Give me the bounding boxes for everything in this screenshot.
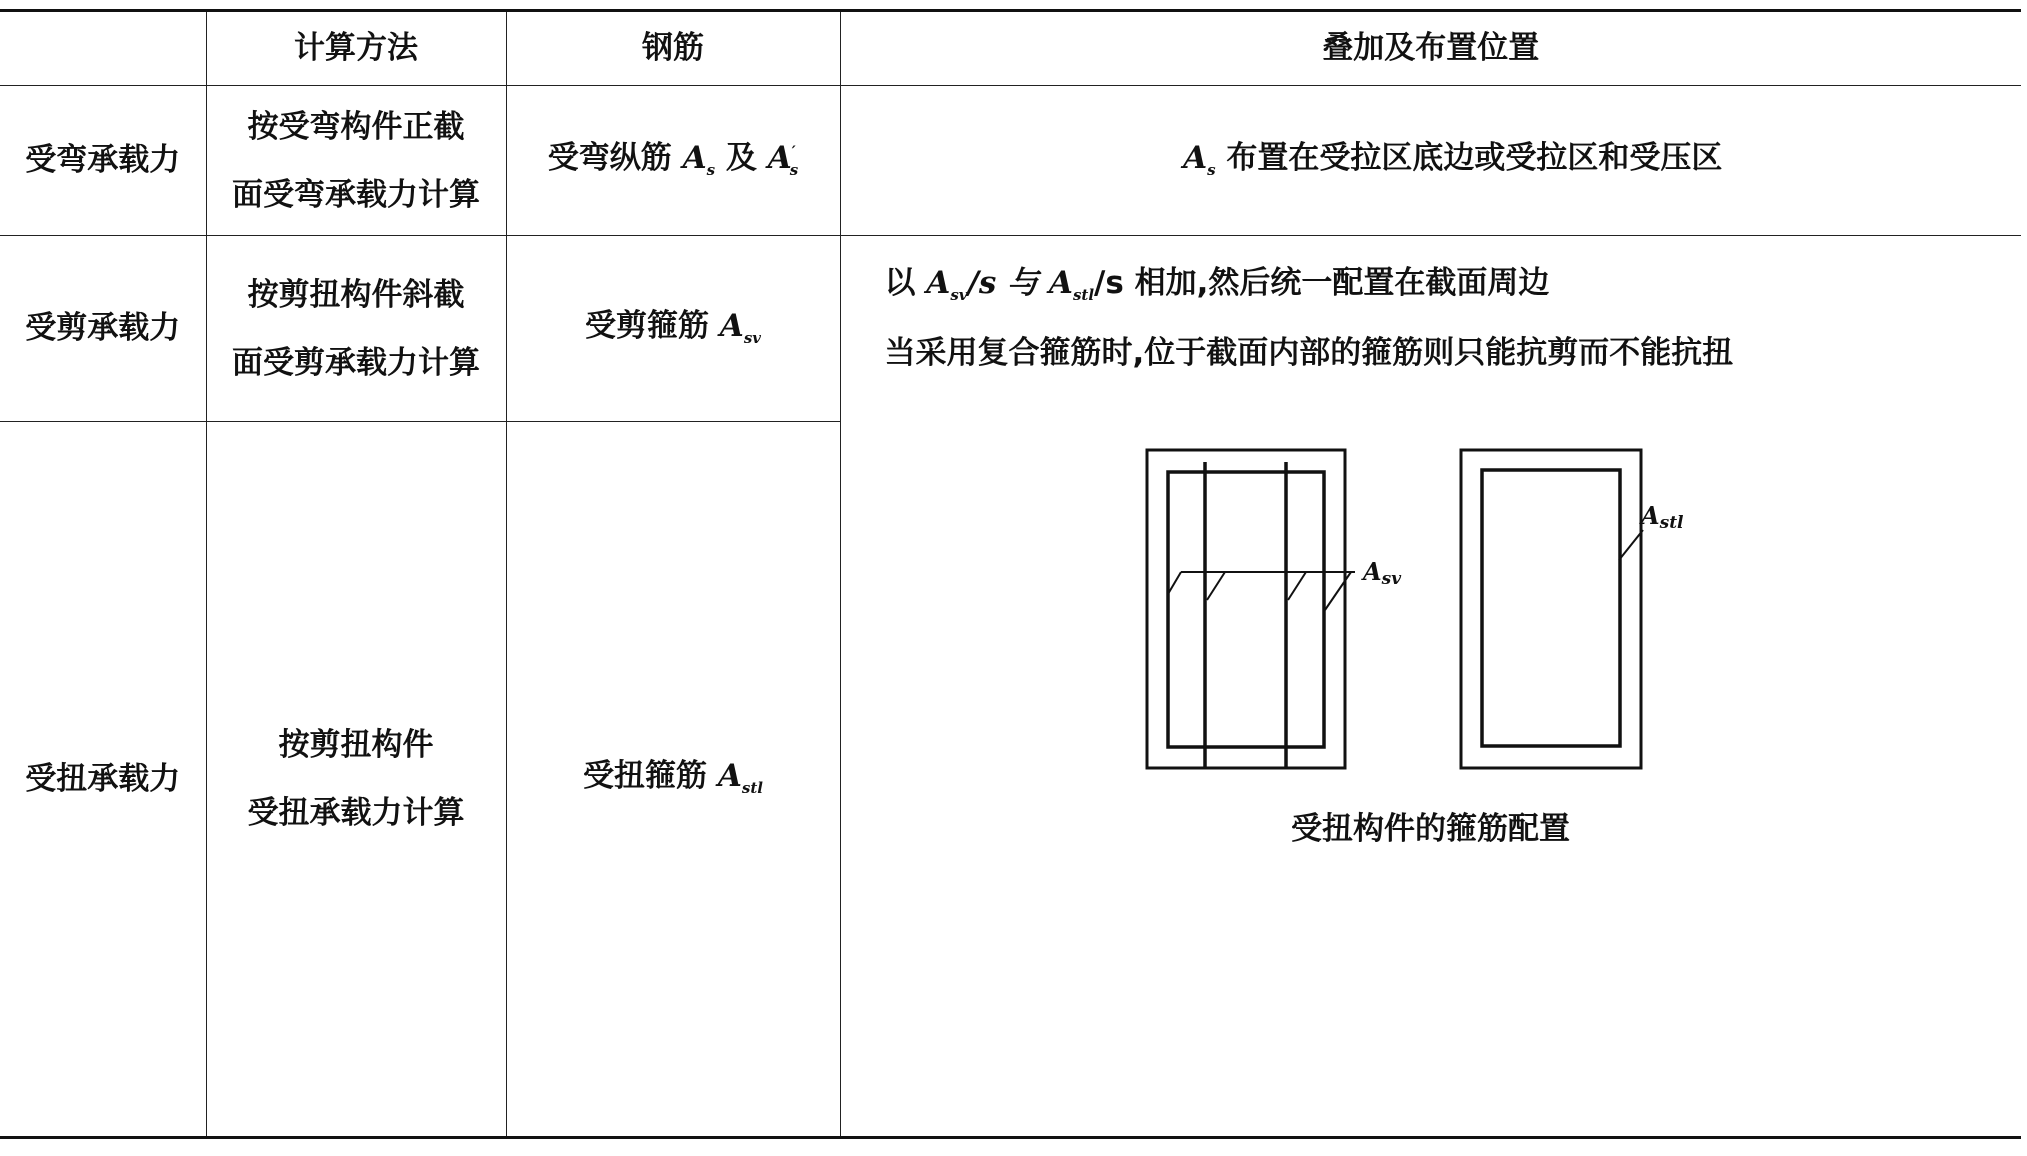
- placement-subscript: sv: [950, 286, 968, 305]
- asv-label: Asv: [1362, 557, 1401, 590]
- composite-stirrup-section: [1147, 450, 1355, 768]
- rebar-symbol: A: [767, 139, 792, 176]
- placement-subscript: s: [1207, 161, 1216, 180]
- rebar-join: 及: [725, 139, 757, 176]
- rebar-cell-torsion: [506, 422, 840, 1138]
- section-outline-right: [1461, 450, 1641, 768]
- reinforcement-table: [0, 9, 2021, 1139]
- rebar-text: 受剪箍筋: [584, 307, 709, 344]
- rebar-subscript: stl: [741, 779, 763, 798]
- rebar-cell-bending: [506, 86, 840, 236]
- astl-leader-line: [1619, 530, 1643, 560]
- rebar-prime: ′: [791, 142, 796, 161]
- row-label-shear: 受剪承载力: [0, 236, 206, 422]
- placement-line-2: 当采用复合箍筋时,位于截面内部的箍筋则只能抗剪而不能抗扭: [884, 335, 1734, 372]
- asv-tick: [1207, 572, 1225, 600]
- method-cell-bending: [206, 86, 506, 236]
- asv-tick: [1325, 572, 1351, 610]
- method-cell-torsion: [206, 422, 506, 1138]
- method-line: 面受弯承载力计算: [232, 176, 480, 213]
- placement-symbol: A: [1048, 265, 1073, 301]
- diagram-caption: 受扭构件的箍筋配置: [1291, 811, 1570, 848]
- row-label-torsion: 受扭承载力: [0, 422, 206, 1138]
- placement-prefix: 以: [884, 265, 916, 301]
- placement-subscript: stl: [1072, 286, 1095, 305]
- placement-text: /s 相加,然后统一配置在截面周边: [1094, 265, 1550, 301]
- row-label-bending: 受弯承载力: [0, 86, 206, 236]
- rebar-subscript: s: [706, 161, 716, 180]
- method-line: 受扭承载力计算: [247, 795, 465, 831]
- single-stirrup-section: [1461, 450, 1643, 768]
- table-header-row: [0, 11, 2021, 86]
- rebar-symbol: A: [717, 758, 742, 795]
- method-line: 按剪扭构件斜截: [247, 276, 465, 313]
- rebar-text: 受弯纵筋: [547, 139, 672, 176]
- rebar-subscript: sv: [743, 329, 762, 348]
- stirrup-diagram-svg: [841, 382, 2021, 802]
- placement-text: 布置在受拉区底边或受拉区和受压区: [1226, 139, 1723, 176]
- outer-stirrup-left: [1168, 472, 1324, 747]
- table-row: [0, 86, 2021, 236]
- rebar-symbol: A: [719, 307, 744, 344]
- header-empty-cell: [0, 11, 206, 86]
- stirrup-diagram: [841, 382, 2021, 942]
- header-calc-method: 计算方法: [206, 11, 506, 86]
- placement-cell-shear-torsion: [840, 236, 2021, 1138]
- method-line: 按剪扭构件: [278, 727, 434, 763]
- header-placement: 叠加及布置位置: [840, 11, 2021, 86]
- placement-symbol: A: [926, 265, 951, 301]
- rebar-subscript: s: [789, 161, 799, 180]
- method-cell-shear: [206, 236, 506, 422]
- section-outline-left: [1147, 450, 1345, 768]
- rebar-cell-shear: [506, 236, 840, 422]
- placement-cell-bending: [840, 86, 2021, 236]
- placement-line-1: [885, 254, 2022, 324]
- method-line: 面受剪承载力计算: [232, 344, 480, 381]
- placement-text: /s 与: [967, 265, 1039, 301]
- asv-tick: [1288, 572, 1306, 600]
- asv-tick: [1168, 572, 1181, 594]
- astl-label: Astl: [1640, 501, 1684, 534]
- rebar-symbol: A: [682, 139, 707, 176]
- placement-symbol: A: [1183, 139, 1208, 176]
- rebar-text: 受扭箍筋: [583, 758, 708, 795]
- header-rebar: 钢筋: [506, 11, 840, 86]
- outer-stirrup-right: [1482, 470, 1620, 746]
- method-line: 按受弯构件正截: [247, 108, 465, 145]
- table-row: [0, 236, 2021, 422]
